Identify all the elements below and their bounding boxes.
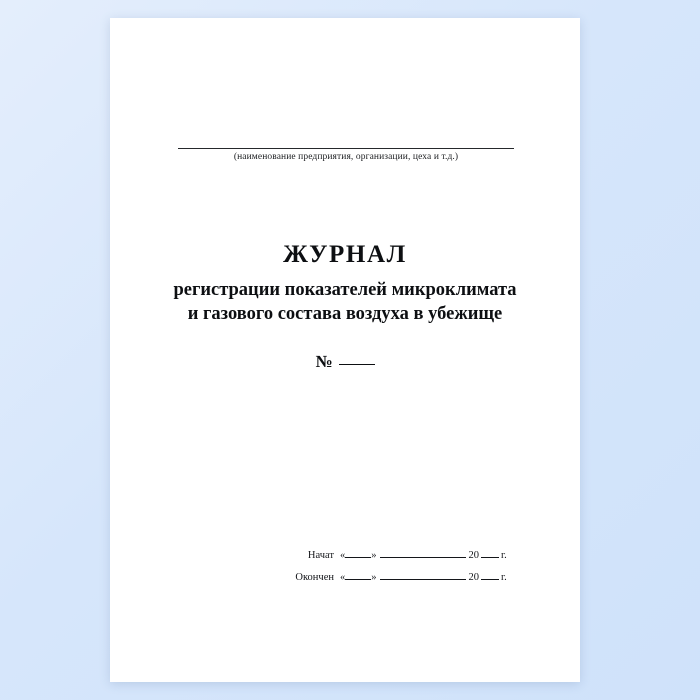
- started-day-close-quote: »: [371, 550, 377, 561]
- page-subtitle-line2: и газового состава воздуха в убежище: [187, 304, 503, 324]
- started-year-field[interactable]: [481, 547, 499, 558]
- finished-day-close-quote: »: [371, 572, 377, 583]
- finished-month-field[interactable]: [380, 569, 466, 580]
- number-label: №: [315, 352, 333, 371]
- finished-row: [280, 567, 530, 589]
- organization-name-blank[interactable]: [178, 148, 514, 149]
- started-month-field[interactable]: [380, 547, 466, 558]
- organization-caption: (наименование предприятия, организации, цеха и т.д.): [233, 152, 459, 162]
- finished-day-open-quote: «: [340, 572, 346, 583]
- finished-label: Окончен: [295, 572, 334, 583]
- finished-year-field[interactable]: [481, 569, 499, 580]
- number-input-blank[interactable]: [339, 351, 375, 365]
- started-label: Начат: [307, 550, 334, 561]
- finished-year-suffix: г.: [501, 572, 507, 583]
- started-day-open-quote: «: [340, 550, 346, 561]
- finished-day-field[interactable]: [345, 569, 371, 580]
- title-block: [130, 240, 560, 326]
- finished-year-prefix: 20: [468, 572, 479, 583]
- journal-number-row: [130, 351, 560, 372]
- started-year-prefix: 20: [468, 550, 479, 561]
- started-day-field[interactable]: [345, 547, 371, 558]
- page-subtitle-line1: регистрации показателей микроклимата: [173, 280, 517, 300]
- organization-block: [178, 148, 514, 163]
- page-title: ЖУРНАЛ: [283, 241, 407, 268]
- started-row: [280, 545, 530, 567]
- started-year-suffix: г.: [501, 550, 507, 561]
- document-sheet: [110, 18, 580, 682]
- document-inner: [110, 18, 580, 682]
- footer-dates: [280, 545, 530, 589]
